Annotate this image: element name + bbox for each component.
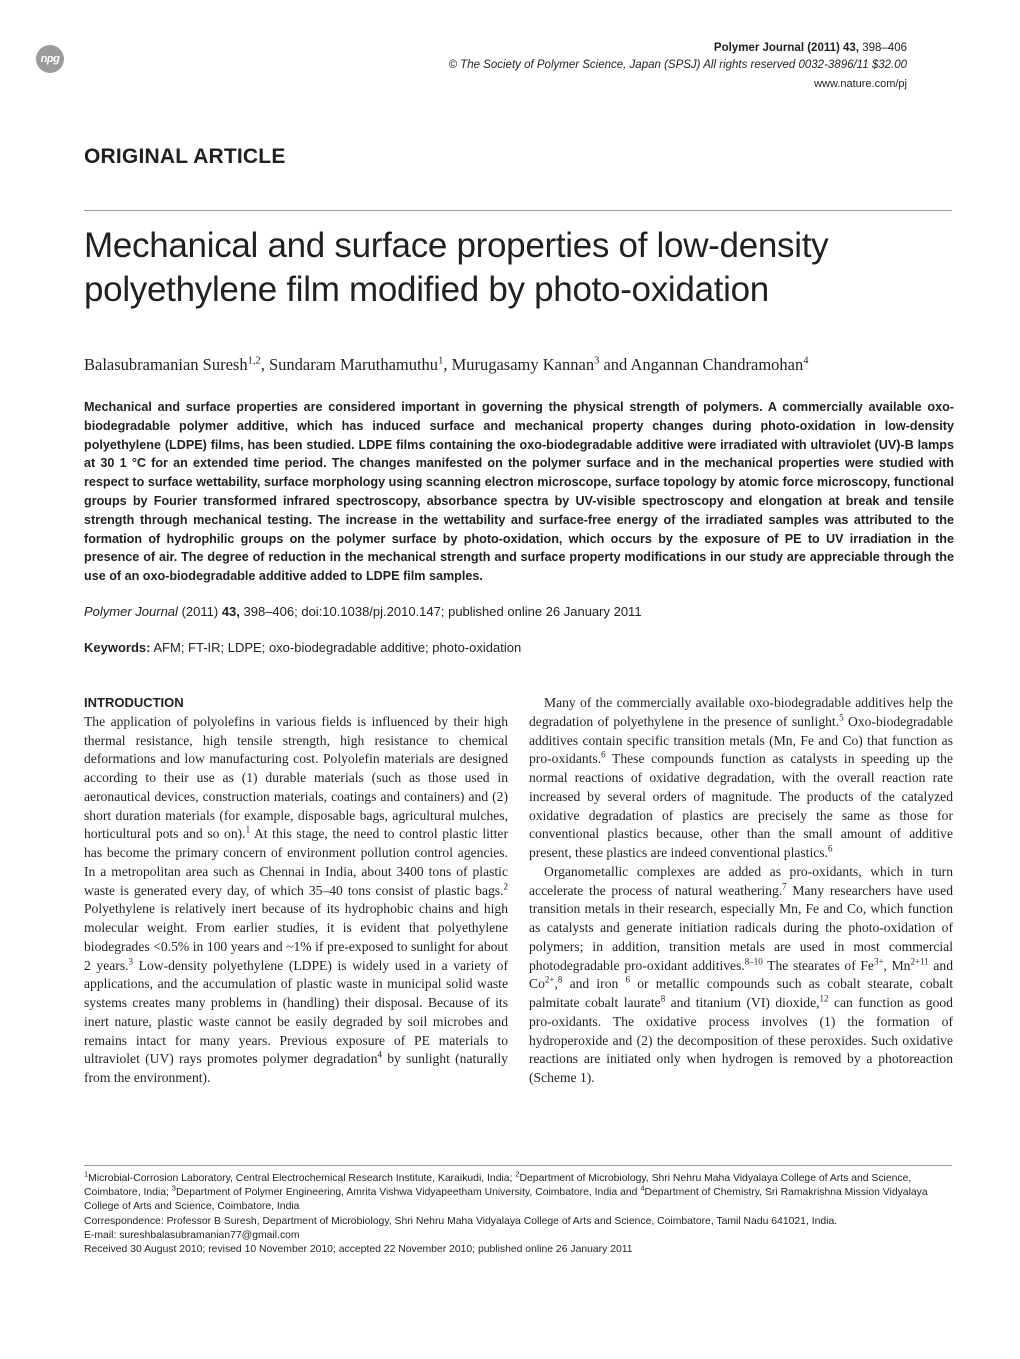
correspondence: Correspondence: Professor B Suresh, Department of Microbiology, Shri Nehru Maha Vidyalaya College of Arts and Science, Coimbatore, Tamil Nadu 641021, India. — [84, 1215, 838, 1227]
body-column-right — [529, 694, 953, 1088]
body-column-left — [84, 694, 508, 1088]
paragraph-text: Organometallic complexes are added as pro-oxidants, which in turn accelerate the process of natural weathering. — [529, 863, 953, 898]
footnotes — [84, 1169, 954, 1257]
charge-superscript: 2+ — [544, 974, 555, 985]
reference-link[interactable]: 3 — [128, 955, 134, 966]
author-affiliation: 1 — [438, 355, 444, 367]
npg-logo: npg — [36, 45, 64, 73]
reference-link[interactable]: 8 — [557, 974, 563, 985]
affiliation-marker: 2 — [515, 1169, 520, 1179]
citation-volume: 43, — [221, 604, 240, 619]
paragraph-text: Polyethylene is relatively inert because of its hydrophobic chains and high molecular weight. From earlier studies, it is evident that polyethylene biodegrades <0.5% in 100 years and ~1% if pre-exposed to sunlight for about 2 years. — [84, 901, 508, 973]
affiliation-text: Department of Chemistry, Sri Ramakrishna Mission Vidyalaya College of Arts and Science, Coimbatore, India — [84, 1187, 928, 1213]
paragraph-text: and Co — [529, 957, 953, 992]
author-separator: , — [260, 355, 269, 374]
paragraph — [529, 694, 953, 863]
paragraph — [529, 863, 953, 1088]
citation-year: (2011) — [181, 604, 219, 619]
reference-link[interactable]: 2 — [503, 880, 508, 891]
journal-name-volume: Polymer Journal (2011) 43, — [713, 42, 860, 54]
footnote-divider — [84, 1165, 952, 1166]
paragraph-text: Low-density polyethylene (LDPE) is widely used in a variety of applications, and the accumulation of plastic waste in municipal solid waste systems creates many problems in (handling) their disposal. Because of its inert nature, plastic waste cannot be easily degraded by soil microbes and remains intact for many years. Previous exposure of PE materials to ultraviolet (UV) rays promotes polymer degradation — [84, 957, 508, 1067]
paragraph-text: The application of polyolefins in various fields is influenced by their high thermal resistance, high tensile strength, high resistance to chemical deformations and low manufacturing cost. Polyolefin materials are designed according to their use as (1) durable materials (such as those used in aeronautical devices, construction materials, coatings and containers) and (2) short duration materials (for example, disposable bags, agricultural mulches, horticultural pots and so on). — [84, 713, 508, 842]
paragraph-text: At this stage, the need to control plastic litter has become the primary concern of environment pollution control agencies. In a metropolitan area such as Chennai in India, about 3400 tons of plastic waste is generated every day, of which 35–40 tons consist of plastic bags. — [84, 826, 508, 898]
paragraph-text: can function as good pro-oxidants. The oxidative process involves (1) the formation of hydroperoxide and (2) the decomposition of these peroxides. Such oxidative reactions are initiated only when hydrogen is removed by a photoreaction (Scheme 1). — [529, 995, 953, 1085]
affiliation-text: Microbial-Corrosion Laboratory, Central Electrochemical Research Institute, Karaikudi, India; — [88, 1173, 516, 1184]
affiliation-marker: 4 — [640, 1183, 645, 1193]
charge-superscript: 2+11 — [910, 955, 929, 966]
affiliation-text: Department of Microbiology, Shri Nehru Maha Vidyalaya College of Arts and Science, Coimbatore, India; — [84, 1173, 912, 1199]
section-heading-introduction: INTRODUCTION — [84, 695, 184, 710]
copyright-line: © The Society of Polymer Science, Japan (SPSJ) All rights reserved 0032-3896/11 $32.00 — [448, 59, 907, 71]
paragraph-text: The stearates of Fe — [762, 957, 874, 973]
journal-url-link[interactable]: www.nature.com/pj — [814, 78, 907, 90]
author-name[interactable]: Angannan Chandramohan — [630, 355, 804, 374]
received-dates: Received 30 August 2010; revised 10 November 2010; accepted 22 November 2010; published online 26 January 2011 — [84, 1244, 633, 1256]
paragraph — [84, 713, 508, 1088]
author-name[interactable]: Balasubramanian Suresh — [84, 355, 248, 374]
paragraph-text: and iron — [562, 976, 619, 992]
paragraph-text: and titanium (VI) dioxide, — [665, 995, 820, 1010]
author-name[interactable]: Sundaram Maruthamuthu — [268, 355, 439, 374]
article-title: Mechanical and surface properties of low-density polyethylene film modified by photo-oxidation — [84, 226, 829, 309]
author-separator: , — [443, 355, 452, 374]
reference-link[interactable]: 5 — [839, 712, 844, 723]
keywords-label: Keywords: — [84, 640, 151, 655]
journal-pages: 398–406 — [862, 42, 907, 54]
paragraph-text: Oxo-biodegradable additives contain specific transition metals (Mn, Fe and Co) that function as pro-oxidants. — [529, 713, 953, 767]
keywords — [84, 640, 521, 655]
reference-link[interactable]: 12 — [819, 993, 829, 1004]
abstract: Mechanical and surface properties are considered important in governing the physical strength of polymers. A commercially available oxo-biodegradable polymer additive, which has induced surface and mechanical property changes during photo-oxidation in low-density polyethylene (LDPE) films, has been studied. LDPE films containing the oxo-biodegradable additive were irradiated with ultraviolet (UV)-B lamps at 30 1 °C for an extended time period. The changes manifested on the polymer surface and in the mechanical properties were studied with respect to surface wettability, surface morphology using scanning electron microscope, surface topology by atomic force microscopy, functional groups by Fourier transformed infrared spectroscopy, absorbance spectra by UV-visible spectroscopy and elongation at break and tensile strength through mechanical testing. The increase in the wettability and surface-free energy of the irradiated samples was attributed to the formation of hydrophilic groups on the polymer surface by photo-oxidation, which occurs by the exposure of PE to UV irradiation in the presence of air. The degree of reduction in the mechanical strength and surface property modifications in our study are appreciable through the use of an oxo-biodegradable additive added to LDPE film samples. — [84, 400, 954, 584]
journal-header — [449, 40, 908, 93]
paragraph-text: These compounds function as catalysts in speeding up the normal reactions of oxidative degradation, with the overall reaction rate increased by several orders of magnitude. The products of the catalyzed oxidative degradation of plastics are precisely the same as those for conventional plastics because, other than the small amount of additive present, these plastics are indeed conventional plastics. — [529, 751, 953, 860]
reference-link[interactable]: 1 — [245, 824, 251, 835]
reference-link[interactable]: 7 — [782, 880, 787, 891]
section-label: ORIGINAL ARTICLE — [84, 145, 286, 168]
article-citation — [84, 604, 642, 619]
citation-journal: Polymer Journal — [84, 604, 178, 619]
affiliation-marker: 3 — [171, 1183, 176, 1193]
affiliation-text: Department of Polymer Engineering, Amrita Vishwa Vidyapeetham University, Coimbatore, India and — [175, 1187, 641, 1199]
keywords-list: AFM; FT-IR; LDPE; oxo-biodegradable additive; photo-oxidation — [153, 640, 522, 655]
paragraph-text: or metallic compounds such as cobalt stearate, cobalt palmitate cobalt laurate — [529, 976, 954, 1010]
reference-link[interactable]: 8 — [660, 993, 666, 1004]
journal-citation-line — [449, 40, 908, 57]
title-divider — [84, 210, 952, 211]
email-link[interactable]: E-mail: sureshbalasubramanian77@gmail.com — [84, 1229, 300, 1241]
citation-doi[interactable]: 398–406; doi:10.1038/pj.2010.147; published online 26 January 2011 — [243, 604, 642, 619]
paragraph-text: , Mn — [883, 957, 911, 973]
paragraph-text: by sunlight (naturally from the environment). — [84, 1051, 508, 1085]
paragraph-text: , — [554, 976, 558, 992]
paragraph-text: Many of the commercially available oxo-biodegradable additives help the degradation of polyethylene in the presence of sunlight. — [529, 695, 953, 729]
reference-link[interactable]: 6 — [827, 843, 833, 854]
charge-superscript: 3+ — [873, 955, 884, 966]
author-affiliation: 3 — [594, 355, 600, 367]
affiliations — [84, 1169, 954, 1215]
reference-link[interactable]: 8–10 — [744, 955, 763, 966]
affiliation-marker: 1 — [84, 1169, 89, 1179]
reference-link[interactable]: 4 — [377, 1049, 382, 1060]
author-affiliation: 4 — [803, 355, 809, 367]
author-separator: and — [599, 355, 631, 374]
author-affiliation: 1,2 — [247, 355, 261, 367]
author-name[interactable]: Murugasamy Kannan — [451, 355, 595, 374]
paragraph-text: Many researchers have used transition metals in their research, especially Mn, Fe and Co, which function as catalysts and generate initiation radicals during the photo-oxidation of polymers; in addition, transition metals are used in most commercial photodegradable pro-oxidant additives. — [529, 882, 953, 973]
reference-link[interactable]: 6 — [625, 974, 631, 985]
reference-link[interactable]: 6 — [601, 749, 606, 760]
author-list — [84, 355, 809, 375]
